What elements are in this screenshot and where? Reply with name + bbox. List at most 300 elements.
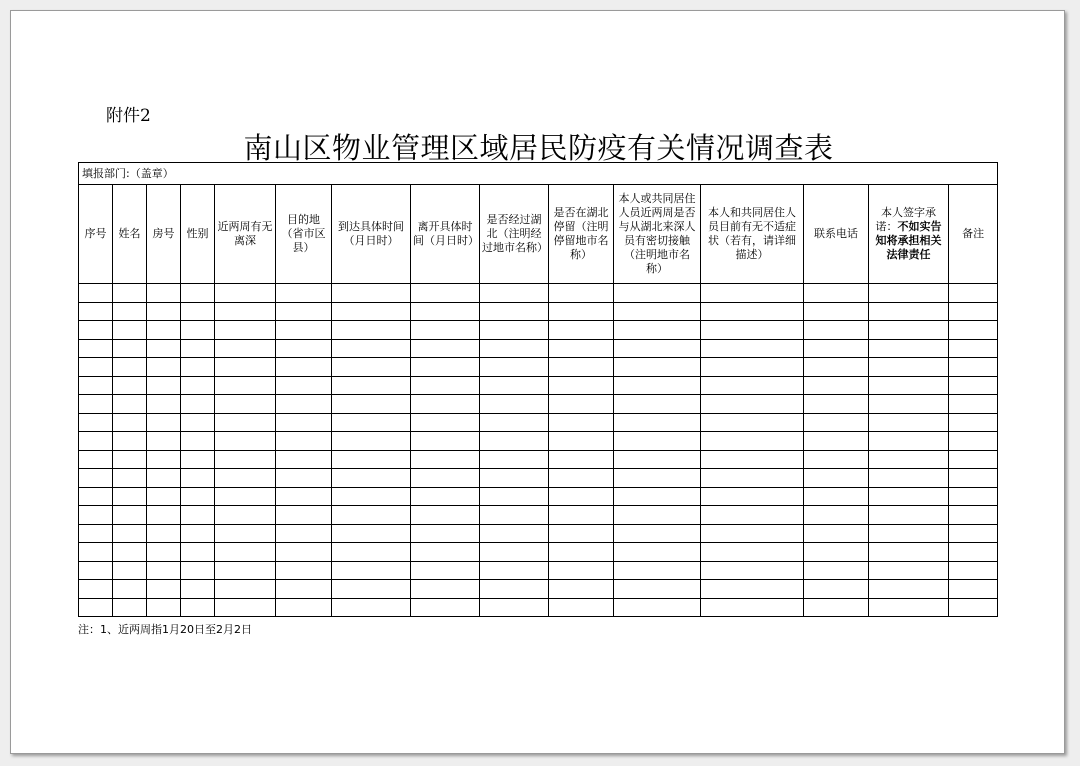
table-cell	[549, 543, 614, 562]
table-cell	[480, 339, 549, 358]
table-cell	[480, 358, 549, 377]
table-cell	[549, 450, 614, 469]
table-cell	[181, 524, 215, 543]
table-cell	[701, 469, 804, 488]
table-cell	[113, 339, 147, 358]
table-cell	[147, 395, 181, 414]
table-cell	[147, 506, 181, 525]
table-cell	[411, 450, 480, 469]
table-cell	[332, 469, 411, 488]
table-cell	[276, 376, 332, 395]
table-cell	[215, 469, 276, 488]
table-cell	[276, 580, 332, 599]
table-cell	[276, 450, 332, 469]
survey-table	[78, 162, 998, 617]
table-cell	[276, 321, 332, 340]
table-cell	[113, 506, 147, 525]
table-cell	[480, 524, 549, 543]
table-cell	[332, 432, 411, 451]
table-cell	[411, 561, 480, 580]
header-cell: 联系电话	[804, 185, 869, 284]
table-cell	[869, 469, 949, 488]
table-cell	[869, 487, 949, 506]
table-cell	[549, 284, 614, 303]
table-cell	[804, 339, 869, 358]
table-cell	[411, 321, 480, 340]
table-cell	[215, 598, 276, 617]
table-cell	[113, 302, 147, 321]
table-cell	[480, 376, 549, 395]
table-cell	[804, 284, 869, 303]
table-cell	[215, 487, 276, 506]
table-row	[79, 469, 998, 488]
table-row	[79, 339, 998, 358]
table-cell	[181, 450, 215, 469]
table-cell	[869, 395, 949, 414]
header-cell: 目的地（省市区县）	[276, 185, 332, 284]
table-cell	[480, 432, 549, 451]
table-cell	[181, 413, 215, 432]
table-cell	[79, 413, 113, 432]
table-cell	[79, 580, 113, 599]
table-cell	[411, 487, 480, 506]
table-cell	[181, 395, 215, 414]
table-cell	[614, 284, 701, 303]
table-cell	[215, 413, 276, 432]
table-cell	[869, 561, 949, 580]
table-cell	[614, 598, 701, 617]
table-cell	[869, 376, 949, 395]
table-cell	[411, 580, 480, 599]
table-cell	[276, 543, 332, 562]
table-cell	[949, 561, 998, 580]
table-cell	[79, 524, 113, 543]
table-cell	[411, 376, 480, 395]
table-cell	[549, 432, 614, 451]
table-cell	[113, 432, 147, 451]
table-cell	[804, 376, 869, 395]
table-cell	[215, 543, 276, 562]
dept-row	[79, 163, 998, 185]
table-cell	[614, 450, 701, 469]
table-cell	[215, 432, 276, 451]
table-cell	[332, 302, 411, 321]
table-cell	[276, 302, 332, 321]
table-cell	[480, 561, 549, 580]
table-cell	[332, 580, 411, 599]
table-cell	[215, 561, 276, 580]
table-cell	[113, 284, 147, 303]
table-cell	[411, 413, 480, 432]
table-cell	[614, 376, 701, 395]
header-cell: 性别	[181, 185, 215, 284]
table-cell	[804, 302, 869, 321]
table-cell	[79, 469, 113, 488]
table-cell	[147, 413, 181, 432]
table-cell	[411, 524, 480, 543]
table-cell	[79, 543, 113, 562]
table-cell	[869, 524, 949, 543]
table-cell	[276, 506, 332, 525]
table-cell	[332, 284, 411, 303]
header-row	[79, 185, 998, 284]
table-cell	[276, 561, 332, 580]
table-cell	[181, 432, 215, 451]
table-cell	[181, 321, 215, 340]
table-cell	[147, 598, 181, 617]
table-cell	[113, 413, 147, 432]
table-cell	[181, 358, 215, 377]
table-cell	[332, 376, 411, 395]
table-cell	[147, 543, 181, 562]
table-cell	[480, 395, 549, 414]
table-cell	[480, 321, 549, 340]
table-cell	[215, 450, 276, 469]
table-cell	[332, 561, 411, 580]
table-cell	[614, 487, 701, 506]
table-cell	[411, 469, 480, 488]
table-row	[79, 395, 998, 414]
table-cell	[949, 395, 998, 414]
table-cell	[614, 469, 701, 488]
table-cell	[215, 580, 276, 599]
table-cell	[181, 469, 215, 488]
table-cell	[113, 598, 147, 617]
table-cell	[147, 302, 181, 321]
table-cell	[181, 580, 215, 599]
commitment-prefix: 本人签字承诺：	[875, 206, 936, 233]
table-cell	[701, 395, 804, 414]
table-cell	[147, 358, 181, 377]
table-cell	[79, 321, 113, 340]
table-cell	[701, 524, 804, 543]
table-cell	[869, 284, 949, 303]
document-page	[10, 10, 1065, 754]
table-cell	[949, 469, 998, 488]
table-cell	[332, 598, 411, 617]
table-cell	[215, 524, 276, 543]
table-cell	[147, 469, 181, 488]
table-cell	[869, 302, 949, 321]
table-cell	[332, 487, 411, 506]
table-cell	[614, 358, 701, 377]
table-cell	[480, 469, 549, 488]
table-cell	[480, 302, 549, 321]
table-cell	[181, 284, 215, 303]
table-cell	[949, 302, 998, 321]
table-cell	[411, 358, 480, 377]
table-cell	[215, 302, 276, 321]
table-cell	[181, 339, 215, 358]
table-cell	[949, 321, 998, 340]
table-cell	[869, 580, 949, 599]
table-cell	[332, 339, 411, 358]
table-cell	[949, 487, 998, 506]
table-cell	[869, 339, 949, 358]
table-cell	[804, 580, 869, 599]
table-cell	[614, 413, 701, 432]
table-cell	[215, 506, 276, 525]
table-cell	[701, 543, 804, 562]
table-cell	[215, 339, 276, 358]
table-cell	[147, 487, 181, 506]
table-cell	[113, 580, 147, 599]
table-cell	[113, 543, 147, 562]
table-cell	[869, 413, 949, 432]
dept-label: 填报部门:（盖章）	[79, 163, 998, 185]
header-cell: 本人和共同居住人员目前有无不适症状（若有，请详细描述）	[701, 185, 804, 284]
table-cell	[79, 506, 113, 525]
table-cell	[614, 524, 701, 543]
table-cell	[614, 395, 701, 414]
table-cell	[181, 376, 215, 395]
table-cell	[549, 413, 614, 432]
table-cell	[276, 487, 332, 506]
table-cell	[411, 598, 480, 617]
table-cell	[804, 598, 869, 617]
table-cell	[869, 432, 949, 451]
table-cell	[804, 321, 869, 340]
table-cell	[804, 358, 869, 377]
table-cell	[869, 450, 949, 469]
table-cell	[949, 284, 998, 303]
table-row	[79, 302, 998, 321]
table-cell	[949, 413, 998, 432]
table-cell	[147, 580, 181, 599]
table-cell	[701, 358, 804, 377]
table-cell	[181, 561, 215, 580]
table-cell	[332, 358, 411, 377]
header-cell: 到达具体时间（月日时）	[332, 185, 411, 284]
table-cell	[215, 376, 276, 395]
table-cell	[113, 450, 147, 469]
table-cell	[949, 524, 998, 543]
header-cell: 近两周有无离深	[215, 185, 276, 284]
table-cell	[949, 432, 998, 451]
table-cell	[332, 321, 411, 340]
table-row	[79, 376, 998, 395]
table-cell	[480, 598, 549, 617]
table-cell	[949, 450, 998, 469]
table-cell	[215, 358, 276, 377]
table-cell	[332, 395, 411, 414]
form-title: 南山区物业管理区域居民防疫有关情况调查表	[243, 131, 834, 165]
table-cell	[701, 580, 804, 599]
table-cell	[804, 487, 869, 506]
header-cell: 是否在湖北停留（注明停留地市名称）	[549, 185, 614, 284]
table-cell	[701, 450, 804, 469]
table-cell	[276, 469, 332, 488]
table-row	[79, 524, 998, 543]
table-cell	[147, 524, 181, 543]
table-cell	[113, 487, 147, 506]
table-cell	[181, 543, 215, 562]
table-cell	[804, 524, 869, 543]
table-cell	[411, 339, 480, 358]
table-cell	[276, 284, 332, 303]
table-cell	[276, 598, 332, 617]
table-cell	[147, 321, 181, 340]
table-cell	[549, 469, 614, 488]
table-cell	[332, 506, 411, 525]
table-cell	[79, 284, 113, 303]
table-cell	[549, 376, 614, 395]
header-cell: 姓名	[113, 185, 147, 284]
table-cell	[614, 506, 701, 525]
header-cell: 备注	[949, 185, 998, 284]
table-row	[79, 432, 998, 451]
table-cell	[549, 598, 614, 617]
table-cell	[79, 358, 113, 377]
table-cell	[480, 413, 549, 432]
table-cell	[549, 487, 614, 506]
table-cell	[869, 543, 949, 562]
table-cell	[79, 598, 113, 617]
table-cell	[949, 376, 998, 395]
table-row	[79, 506, 998, 525]
table-cell	[869, 321, 949, 340]
table-cell	[276, 339, 332, 358]
table-cell	[614, 561, 701, 580]
table-cell	[804, 506, 869, 525]
table-cell	[181, 487, 215, 506]
table-row	[79, 487, 998, 506]
table-row	[79, 413, 998, 432]
table-cell	[79, 561, 113, 580]
table-cell	[113, 376, 147, 395]
table-cell	[411, 543, 480, 562]
table-cell	[181, 598, 215, 617]
table-row	[79, 321, 998, 340]
table-cell	[113, 469, 147, 488]
table-cell	[701, 413, 804, 432]
table-cell	[549, 524, 614, 543]
header-cell: 序号	[79, 185, 113, 284]
commitment-bold: 不如实告知将承担相关法律责任	[875, 220, 942, 261]
header-cell: 房号	[147, 185, 181, 284]
table-cell	[804, 543, 869, 562]
attachment-label: 附件2	[106, 106, 151, 126]
table-cell	[79, 432, 113, 451]
table-cell	[949, 580, 998, 599]
header-cell: 是否经过湖北（注明经过地市名称）	[480, 185, 549, 284]
table-row	[79, 284, 998, 303]
table-cell	[804, 395, 869, 414]
table-row	[79, 358, 998, 377]
table-cell	[411, 284, 480, 303]
table-row	[79, 543, 998, 562]
table-cell	[215, 321, 276, 340]
table-cell	[480, 487, 549, 506]
header-cell-commitment	[869, 185, 949, 284]
table-cell	[614, 580, 701, 599]
header-cell: 本人或共同居住人员近两周是否与从湖北来深人员有密切接触（注明地市名称）	[614, 185, 701, 284]
table-cell	[411, 432, 480, 451]
table-cell	[614, 321, 701, 340]
table-cell	[332, 543, 411, 562]
table-cell	[614, 432, 701, 451]
table-cell	[701, 598, 804, 617]
table-cell	[614, 543, 701, 562]
table-cell	[869, 598, 949, 617]
table-cell	[79, 395, 113, 414]
table-cell	[480, 450, 549, 469]
table-cell	[949, 506, 998, 525]
table-cell	[549, 339, 614, 358]
table-cell	[480, 284, 549, 303]
table-cell	[113, 358, 147, 377]
table-cell	[949, 339, 998, 358]
table-cell	[701, 432, 804, 451]
table-cell	[701, 302, 804, 321]
table-cell	[701, 321, 804, 340]
table-cell	[276, 358, 332, 377]
table-cell	[181, 302, 215, 321]
table-cell	[332, 524, 411, 543]
footnote: 注：1、近两周指1月20日至2月2日	[78, 623, 252, 636]
table-cell	[79, 376, 113, 395]
table-row	[79, 580, 998, 599]
table-cell	[701, 487, 804, 506]
table-cell	[549, 358, 614, 377]
table-row	[79, 450, 998, 469]
table-cell	[332, 413, 411, 432]
table-cell	[215, 395, 276, 414]
header-cell: 离开具体时间（月日时）	[411, 185, 480, 284]
table-cell	[804, 469, 869, 488]
table-cell	[949, 358, 998, 377]
table-cell	[147, 561, 181, 580]
table-cell	[804, 561, 869, 580]
table-cell	[79, 302, 113, 321]
table-cell	[147, 284, 181, 303]
table-cell	[480, 543, 549, 562]
table-cell	[411, 506, 480, 525]
table-cell	[949, 598, 998, 617]
table-row	[79, 561, 998, 580]
table-cell	[804, 432, 869, 451]
table-cell	[701, 376, 804, 395]
table-cell	[113, 395, 147, 414]
table-cell	[411, 302, 480, 321]
table-cell	[701, 506, 804, 525]
table-cell	[701, 284, 804, 303]
table-cell	[411, 395, 480, 414]
table-cell	[113, 524, 147, 543]
table-cell	[332, 450, 411, 469]
table-cell	[614, 302, 701, 321]
table-cell	[79, 487, 113, 506]
table-cell	[215, 284, 276, 303]
table-cell	[549, 321, 614, 340]
table-cell	[549, 302, 614, 321]
table-cell	[804, 413, 869, 432]
table-cell	[276, 395, 332, 414]
table-cell	[480, 506, 549, 525]
table-cell	[113, 321, 147, 340]
table-cell	[79, 339, 113, 358]
table-cell	[181, 506, 215, 525]
table-cell	[549, 580, 614, 599]
table-cell	[147, 432, 181, 451]
table-row	[79, 598, 998, 617]
table-cell	[276, 413, 332, 432]
table-cell	[480, 580, 549, 599]
table-cell	[869, 506, 949, 525]
table-cell	[147, 339, 181, 358]
table-cell	[276, 432, 332, 451]
table-cell	[276, 524, 332, 543]
